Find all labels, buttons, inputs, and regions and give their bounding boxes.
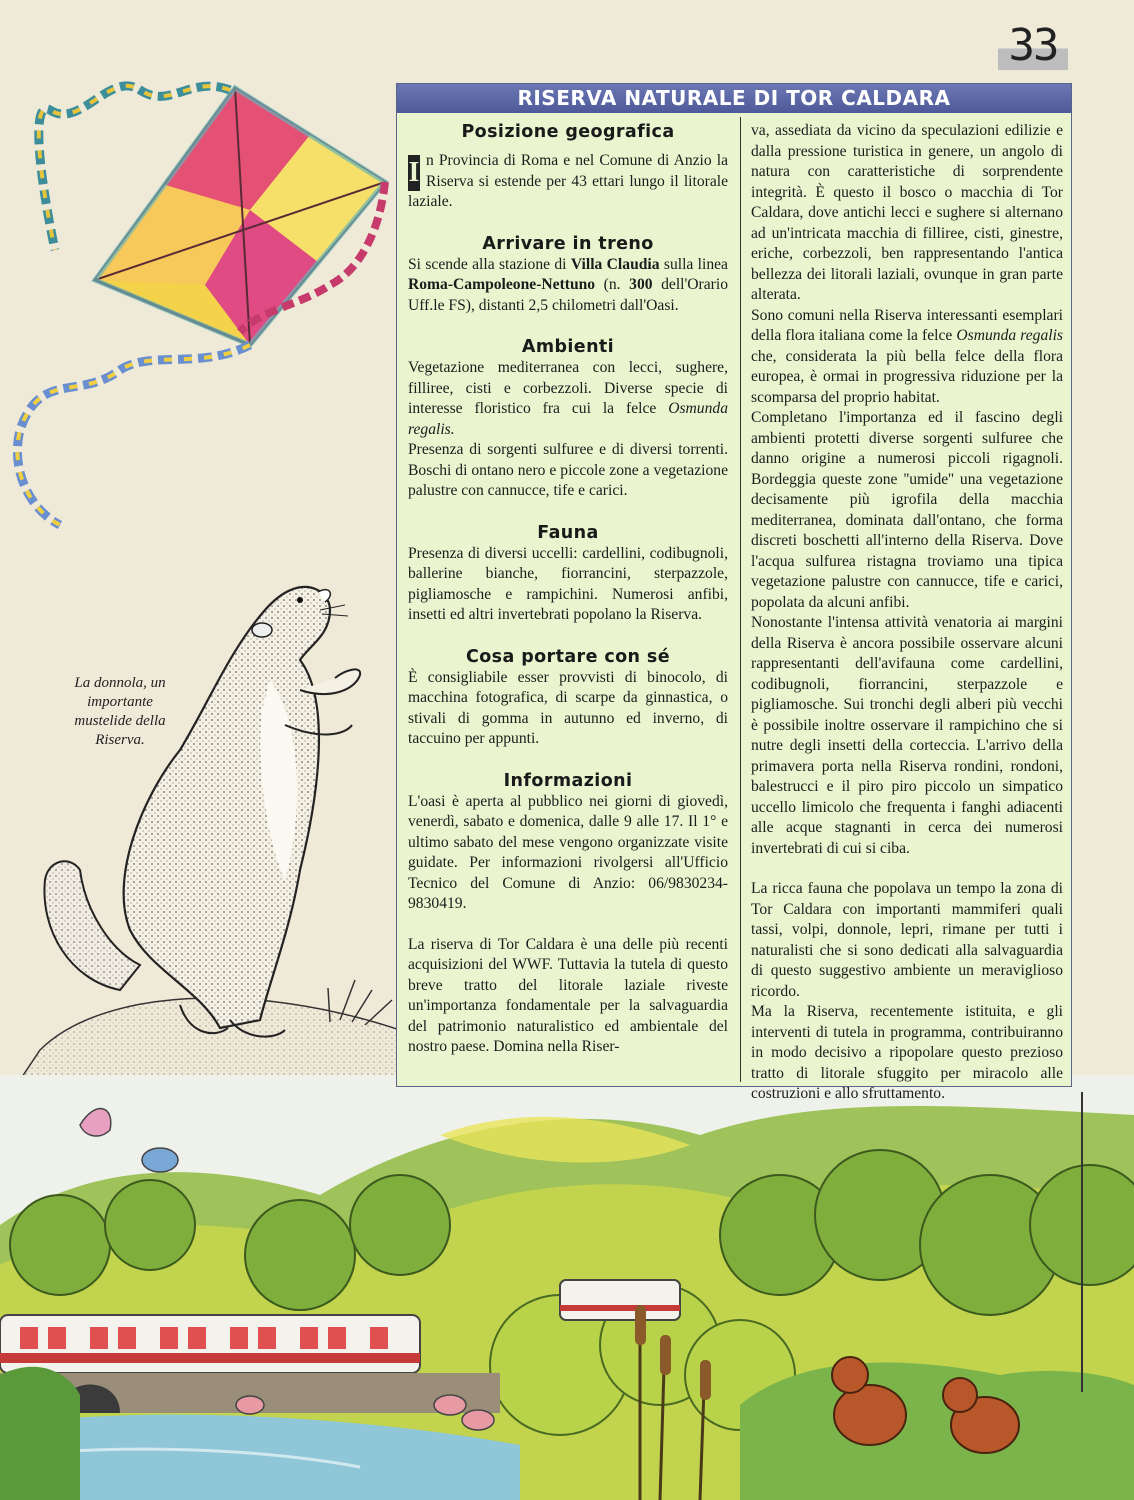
reserve-info-box [396,83,1072,1102]
intro-text: La riserva di Tor Caldara è una delle più recenti acquisizioni del WWF. Tuttavia la tutela di questo breve tratto del litorale laziale riveste un'importanza fondamentale per la salvaguardia del patrimonio naturalistico ed ambientale del nostro paese. Domina nella Riser- [408,935,728,1055]
right-paragraph-3: Completano l'importanza ed il fascino degli ambienti protetti diverse sorgenti sulfuree che danno origine a numerosi piccoli rigagnoli. Bordeggia queste zone ''umide'' una vegetazione decisamente più igrofila della macchia mediterranea, dominata dall'ontano, che forma discreti boschetti all'interno della Riserva. Dove l'acqua sulfurea ristagna troviamo una tipica vegetazione palustre con cannucce, tife e carici, popolata da alcuni anfibi. [751,409,1063,611]
left-column [408,121,728,1058]
heading-portare: Cosa portare con sé [466,646,670,667]
right-paragraph-5: La ricca fauna che popolava un tempo la zona di Tor Caldara con importanti mammiferi quali tassi, volpi, donnole, lepri, rimane per tutti i naturalisti che si sono dedicati alla salvaguardia di questo suggestivo ambiente un meraviglioso ricordo. [751,880,1063,1000]
portare-text: È consigliabile esser provvisti di binocolo, di macchina fotografica, di scarpe da ginnastica, o stivali di gomma in autunno ed inverno, di taccuino per appunti. [408,668,728,747]
weasel-caption: La donnola, un importante mustelide della Riserva. [74,675,166,748]
right-column [751,121,1063,1105]
right-paragraph-4: Nonostante l'intensa attività venatoria ai margini della Riserva è ancora possibile osservare alcuni rappresentanti dell'avifauna come cardellini, codibugnoli, fiorrancini, sterpazzole e pigliamosche. Sui tronchi degli alberi più vecchi è possibile inoltre osservare il rampichino che si nutre degli insetti della corteccia. L'arrivo della primavera porta nella Riserva rondini, rondoni, balestrucci e il piro piro piccolo un simpatico uccello limicolo che frequenta i fanghi adiacenti alle acque stagnanti in cerca dei numerosi invertebrati di cui si ciba. [751,614,1063,857]
treno-text: Si scende alla stazione di Villa Claudia sulla linea Roma-Campoleone-Nettuno (n. 300 dell'Orario Uff.le FS), distanti 2,5 chilometri dall'Oasi. [408,255,728,314]
right-paragraph-2: Sono comuni nella Riserva interessanti esemplari della flora italiana come la felce Osmunda regalis che, considerata la più bella felce della flora europea, è ormai in progressiva riduzione per la scomparsa del proprio habitat. [751,306,1063,406]
dropcap: I [408,155,420,191]
landscape-illustration [0,1075,1134,1500]
posizione-text: I n Provincia di Roma e nel Comune di Anzio la Riserva si estende per 43 ettari lungo il litorale laziale. [408,152,728,210]
heading-ambienti: Ambienti [521,337,615,357]
column-divider [740,117,741,1082]
ambienti-text-2: Presenza di sorgenti sulfuree e di diversi torrenti. Boschi di ontano nero e piccole zone a vegetazione palustre con cannucce, tife e carici. [408,441,728,499]
page-number: 33 [998,22,1068,70]
margin-rule [1081,1092,1083,1392]
heading-posizione: Posizione geografica [461,122,675,142]
heading-informazioni: Informazioni [503,770,633,791]
fauna-text: Presenza di diversi uccelli: cardellini, codibugnoli, ballerine bianche, fiorrancini, sterpazzole, pigliamosche e rampichini. Numerosi anfibi, insetti ed altri invertebrati popolano la Riserva. [408,544,728,623]
kite-illustration [0,70,400,540]
right-paragraph-6: Ma la Riserva, recentemente istituita, e gli interventi di tutela in programma, contribuiranno in modo decisivo a ripopolare questo prezioso tratto di litorale sfuggito per miracolo alle costruzioni e allo sfruttamento. [751,1003,1063,1102]
ambienti-text-1: Vegetazione mediterranea con lecci, sughere, filliree, cisti e corbezzoli. Diverse specie di interesse floristico fra cui la felce Osmunda regalis. [408,359,728,438]
right-paragraph-1: va, assediata da vicino da speculazioni edilizie e dalla pressione turistica in genere, un angolo di natura con caratteristiche di sorprendente integrità. È questo il bosco o macchia di Tor Caldara, dove antichi lecci e sughere si alternano ad un'intricata macchia di filliree, cisti, ginestre, eriche, corbezzoli, ben rappresentando l'antica bellezza dei litorali laziali, ovunque in gran parte alterata. [751,122,1063,303]
heading-fauna: Fauna [537,522,599,543]
box-title: RISERVA NATURALE DI TOR CALDARA [397,84,1071,113]
informazioni-text: L'oasi è aperta al pubblico nei giorni di giovedì, venerdì, sabato e domenica, dalle 9 alle 17. Il 1° e ultimo sabato del mese vengono organizzate visite guidate. Per informazioni rivolgersi all'Ufficio Tecnico del Comune di Anzio: 06/9830234-9830419. [408,792,728,912]
heading-treno: Arrivare in treno [482,233,654,254]
weasel-illustration [0,550,400,1110]
